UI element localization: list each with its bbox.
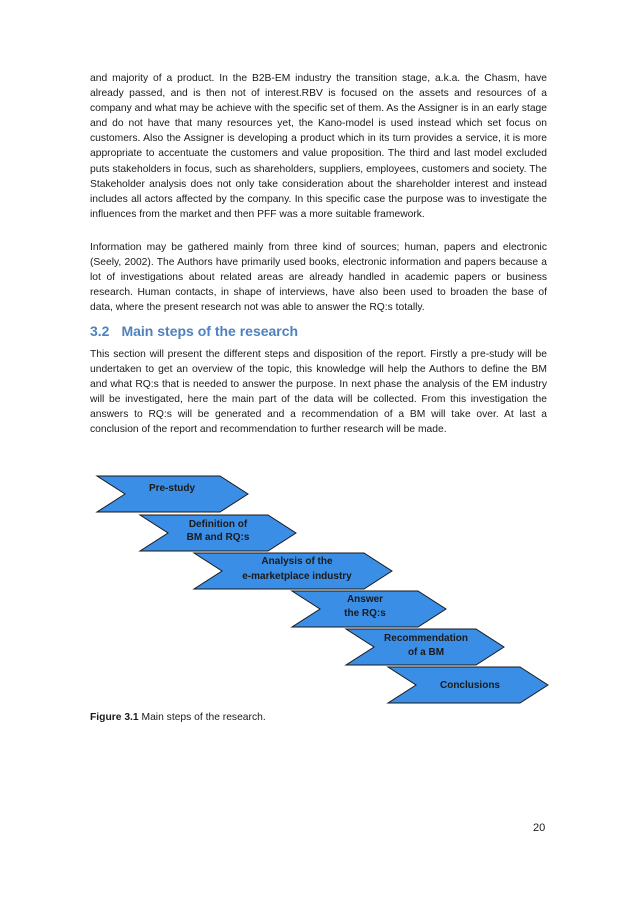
figure-caption (90, 712, 266, 723)
figure-caption-label: Figure 3.1 (90, 712, 139, 723)
flow-step-2-label-2: BM and RQ:s (186, 532, 250, 543)
flow-step-1-label: Pre-study (148, 483, 196, 494)
flow-step-3-label-1: Analysis of the (261, 556, 333, 567)
body-paragraph-1: and majority of a product. In the B2B-EM industry the transition stage, a.k.a. the Chasm, have already passed, and is then not of interest.RBV is focused on the assets and resources of a company and what may be achieve with the specific set of them. As the Assigner is in an early stage and do not have that many resources yet, the Kano-model is used instead which set focus on customers. Also the Assigner is developing a product which in its turn provides a service, it is more appropriate to accentuate the customers and value proposition. The third and last model excluded puts stakeholders in focus, such as shareholders, suppliers, employees, customers and society. The Stakeholder analysis does not only take consideration about the shareholder interest and instead includes all actors affected by the company. In this specific case the purpose was to investigate the influences from the market and then PFF was a more suitable framework. (90, 73, 547, 220)
flow-step-5-label-2: of a BM (407, 647, 445, 658)
section-title: Main steps of the research (121, 323, 299, 339)
flow-step-5-label-1: Recommendation (384, 633, 468, 644)
flow-step-6 (388, 667, 548, 703)
page-number: 20 (533, 822, 546, 834)
flow-step-4-label-1: Answer (346, 594, 384, 605)
body-paragraph-3: This section will present the different steps and disposition of the report. Firstly a pre-study will be undertaken to get an overview of the topic, this knowledge will help the Authors to define the BM and what RQ:s that is needed to answer the purpose. In next phase the analysis of the EM industry will be investigated, here the main part of the data will be collected. From this investigation the answers to RQ:s will be generated and a recommendation of a BM will take over. At last a conclusion of the report and recommendation to further research will be made. (90, 349, 547, 436)
section-number: 3.2 (90, 323, 110, 339)
flow-step-3 (194, 553, 392, 589)
flow-step-2 (140, 515, 296, 551)
flow-step-5 (346, 629, 504, 665)
flow-step-3-label-2: e-marketplace industry (242, 571, 352, 582)
figure-caption-text: Main steps of the research. (138, 712, 266, 723)
flow-step-4-label-2: the RQ:s (344, 608, 386, 619)
flow-step-6-label: Conclusions (439, 680, 501, 691)
flow-step-2-label-1: Definition of (188, 519, 248, 530)
flow-step-1 (97, 476, 248, 512)
flow-step-4 (292, 591, 446, 627)
body-paragraph-2: Information may be gathered mainly from three kind of sources; human, papers and electronic (Seely, 2002). The Authors have primarily used books, electronic information and papers because a lot of investigations about related areas are already handled in academic papers or business research. Human contacts, in shape of interviews, have also been used to broaden the base of data, where the present research not was able to answer the RQ:s totally. (90, 242, 547, 314)
